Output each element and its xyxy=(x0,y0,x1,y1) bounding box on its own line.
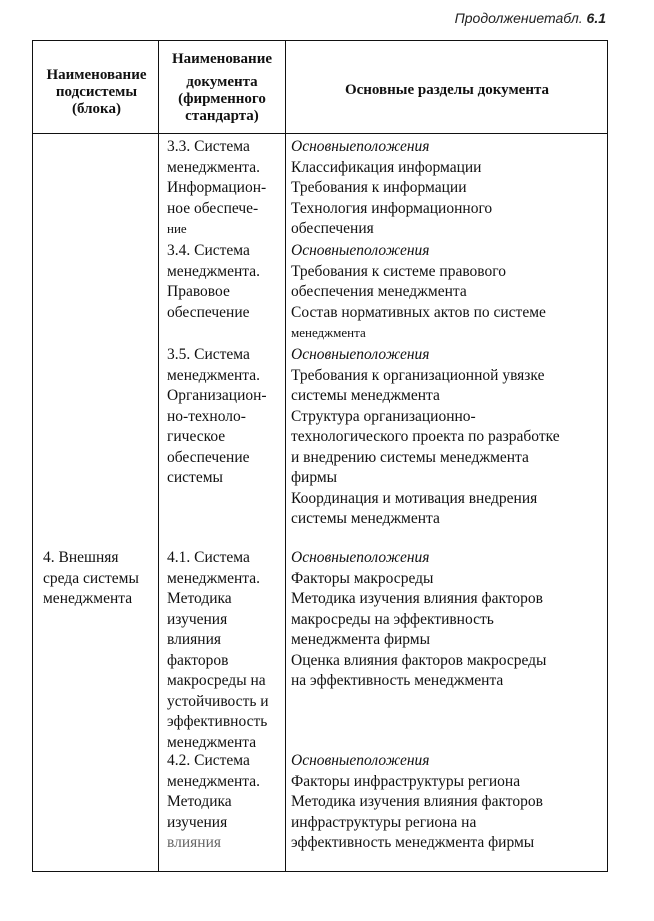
text-line: факторов xyxy=(167,651,229,669)
text-line: менеджмента. xyxy=(167,366,260,384)
text-line: Организацион- xyxy=(167,387,267,404)
text-line: 4.1. Система xyxy=(167,549,250,566)
header-document-line: Наименование xyxy=(172,51,272,67)
header-document-line: документа xyxy=(186,74,258,90)
text-line: системы менеджмента xyxy=(291,510,440,527)
text-line: фирмы xyxy=(291,469,338,486)
text-line: но-техноло- xyxy=(167,407,246,425)
text-line: Структура организационно- xyxy=(291,407,476,425)
text-line: Методика xyxy=(167,793,232,810)
column-divider xyxy=(285,41,286,871)
row-sections xyxy=(291,137,492,240)
row-document xyxy=(167,345,267,489)
row-document xyxy=(167,137,266,240)
text-line: изучения xyxy=(167,610,228,628)
text-line: обеспечение xyxy=(167,303,250,321)
row-document xyxy=(167,751,260,854)
text-line: Классификация информации xyxy=(291,158,482,176)
section-heading: Основныеположения xyxy=(291,242,430,259)
text-line: влияния xyxy=(167,834,221,851)
header-subsystem-line: (блока) xyxy=(72,101,121,117)
row-sections xyxy=(291,241,546,344)
text-line: Требования к организационной увязке xyxy=(291,366,545,384)
text-line: эффективность менеджмента фирмы xyxy=(291,834,535,851)
text-line: макросреды на xyxy=(167,672,266,689)
table-caption xyxy=(455,10,606,26)
text-line: менеджмента. xyxy=(167,158,260,176)
document-table xyxy=(32,40,608,872)
text-line: менеджмента xyxy=(43,590,133,607)
text-line: 4. Внешняя xyxy=(43,549,119,566)
text-line: Факторы макросреды xyxy=(291,569,434,587)
section-heading: Основныеположения xyxy=(291,138,430,155)
text-line: обеспечения менеджмента xyxy=(291,283,467,300)
header-divider xyxy=(33,133,607,134)
text-line: Требования к информации xyxy=(291,179,467,196)
text-line: Оценка влияния факторов макросреды xyxy=(291,651,547,669)
header-subsystem-line: подсистемы xyxy=(55,84,138,100)
caption-number: 6.1 xyxy=(586,10,606,26)
text-line: Факторы инфраструктуры региона xyxy=(291,772,521,790)
text-line: гическое xyxy=(167,428,226,445)
text-line: системы менеджмента xyxy=(291,387,440,404)
text-line: Координация и мотивация внедрения xyxy=(291,489,538,507)
text-line: 3.3. Система xyxy=(167,138,250,155)
section-heading: Основныеположения xyxy=(291,752,430,769)
text-line: менеджмента. xyxy=(167,262,260,280)
text-line: 3.4. Система xyxy=(167,242,250,259)
text-line: 3.5. Система xyxy=(167,346,250,363)
row-document xyxy=(167,241,260,323)
text-line: менеджмента. xyxy=(167,569,260,587)
text-line: менеджмента xyxy=(167,733,257,751)
row-sections xyxy=(291,751,543,854)
text-line: Правовое xyxy=(167,283,230,300)
text-line: Требования к системе правового xyxy=(291,262,506,280)
text-line: Методика изучения влияния факторов xyxy=(291,590,543,607)
text-line: Информацион- xyxy=(167,179,267,196)
text-line: обеспечения xyxy=(291,220,374,237)
text-line: среда системы xyxy=(43,569,139,587)
text-line: на эффективность менеджмента xyxy=(291,672,504,689)
text-line: ние xyxy=(167,221,187,236)
text-line: устойчивость и xyxy=(167,692,269,710)
header-document xyxy=(160,51,284,125)
text-line: Состав нормативных актов по системе xyxy=(291,303,546,321)
row-sections xyxy=(291,548,546,692)
section-heading: Основныеположения xyxy=(291,346,430,363)
header-document-line: стандарта) xyxy=(185,108,259,124)
section-heading: Основныеположения xyxy=(291,549,430,566)
header-subsystem xyxy=(37,67,156,118)
header-subsystem-line: Наименование xyxy=(46,67,147,83)
text-line: ное обеспече- xyxy=(167,199,259,217)
text-line: технологического проекта по разработке xyxy=(291,428,560,445)
text-line: менеджмента xyxy=(291,325,366,340)
text-line: обеспечение xyxy=(167,448,250,466)
caption-prefix: Продолжениетабл. xyxy=(454,10,583,26)
header-document-line: (фирменного xyxy=(178,91,266,107)
text-line: Методика xyxy=(167,590,232,607)
row-subsystem xyxy=(43,548,139,610)
text-line: влияния xyxy=(167,631,221,648)
text-line: Технология информационного xyxy=(291,199,493,217)
text-line: инфраструктуры региона на xyxy=(291,813,477,831)
text-line: эффективность xyxy=(167,713,268,730)
text-line: изучения xyxy=(167,813,228,831)
text-line: макросреды на эффективность xyxy=(291,610,494,628)
text-line: менеджмента. xyxy=(167,772,260,790)
text-line: системы xyxy=(167,469,223,486)
text-line: менеджмента фирмы xyxy=(291,631,431,648)
text-line: и внедрению системы менеджмента xyxy=(291,448,529,466)
row-sections xyxy=(291,345,560,530)
text-line: 4.2. Система xyxy=(167,752,250,769)
row-document xyxy=(167,548,269,753)
column-divider xyxy=(158,41,159,871)
header-sections: Основные разделы документа xyxy=(344,82,550,98)
text-line: Методика изучения влияния факторов xyxy=(291,793,543,810)
